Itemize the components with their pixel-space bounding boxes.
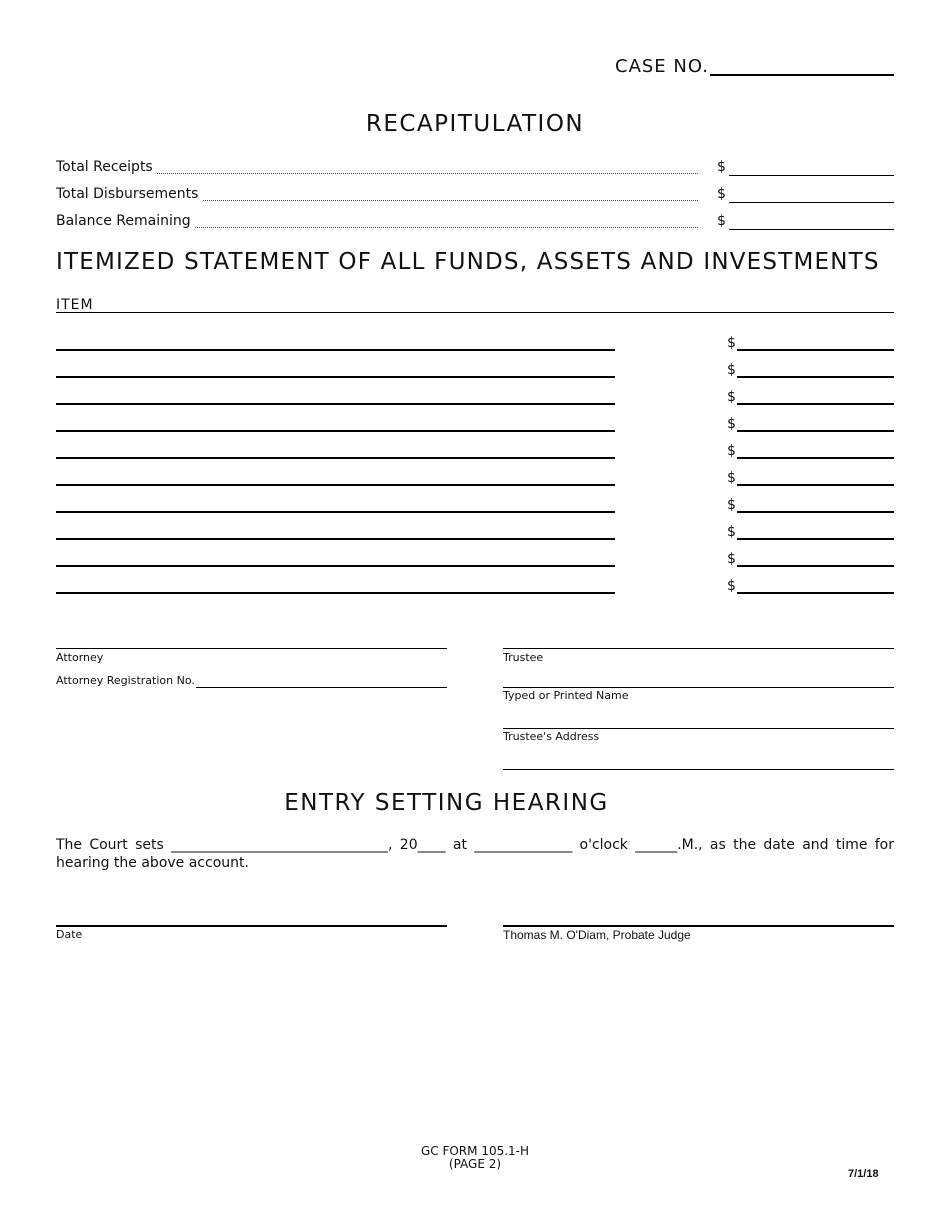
trustee-signature-field[interactable]: [503, 648, 894, 649]
item-row: [56, 486, 894, 513]
recap-row-balance-remaining: [56, 213, 894, 233]
trustee-address-line-1[interactable]: [503, 728, 894, 729]
case-no-label: CASE NO.: [615, 56, 710, 77]
total-receipts-amount-field[interactable]: [729, 175, 894, 176]
attorney-signature-field[interactable]: [56, 648, 447, 649]
trustee-address-label: Trustee's Address: [503, 730, 600, 743]
recap-label: Total Disbursements: [56, 186, 202, 202]
trustee-address-line-2[interactable]: [503, 769, 894, 770]
typed-name-label: Typed or Printed Name: [503, 689, 629, 702]
item-row: [56, 567, 894, 594]
typed-name-field[interactable]: [503, 687, 894, 688]
item-column-label: ITEM: [56, 297, 94, 313]
dollar-sign: $: [717, 159, 726, 175]
attorney-registration-field[interactable]: [196, 687, 447, 688]
recap-row-total-disbursements: [56, 186, 894, 206]
revision-date: 7/1/18: [848, 1168, 879, 1180]
attorney-registration-label: Attorney Registration No.: [56, 674, 195, 687]
item-row: [56, 513, 894, 540]
recap-label: Total Receipts: [56, 159, 157, 175]
dollar-sign: $: [727, 524, 736, 540]
dollar-sign: $: [727, 470, 736, 486]
dollar-sign: $: [727, 389, 736, 405]
entry-hearing-text: The Court sets _______________________________, 20____ at ______________ o'clock ______.M., as the date and time for hearing the above account.: [56, 837, 894, 871]
dollar-sign: $: [717, 186, 726, 202]
item-row: [56, 540, 894, 567]
item-header-rule: [56, 312, 894, 313]
page-indicator: (PAGE 2): [448, 1157, 502, 1171]
item-row: [56, 432, 894, 459]
recapitulation-title: RECAPITULATION: [365, 111, 585, 137]
dollar-sign: $: [717, 213, 726, 229]
attorney-label: Attorney: [56, 651, 104, 664]
item-row: [56, 351, 894, 378]
recap-label: Balance Remaining: [56, 213, 195, 229]
dollar-sign: $: [727, 443, 736, 459]
form-footer: [0, 1145, 950, 1171]
date-label: Date: [56, 928, 83, 941]
item-amount-field[interactable]: [737, 592, 894, 594]
judge-label: Thomas M. O'Diam, Probate Judge: [503, 928, 691, 942]
date-signature-field[interactable]: [56, 925, 447, 927]
item-description-field[interactable]: [56, 592, 615, 594]
trustee-label: Trustee: [503, 651, 544, 664]
case-no-field[interactable]: [710, 74, 894, 76]
itemized-statement-title: ITEMIZED STATEMENT OF ALL FUNDS, ASSETS AND INVESTMENTS: [56, 249, 880, 275]
entry-setting-hearing-title: ENTRY SETTING HEARING: [284, 790, 609, 816]
item-row: [56, 378, 894, 405]
dollar-sign: $: [727, 362, 736, 378]
item-row: [56, 405, 894, 432]
dollar-sign: $: [727, 497, 736, 513]
total-disbursements-amount-field[interactable]: [729, 202, 894, 203]
judge-signature-field[interactable]: [503, 925, 894, 927]
dollar-sign: $: [727, 578, 736, 594]
dollar-sign: $: [727, 335, 736, 351]
dollar-sign: $: [727, 416, 736, 432]
recap-row-total-receipts: [56, 159, 894, 179]
dollar-sign: $: [727, 551, 736, 567]
item-row: [56, 324, 894, 351]
balance-remaining-amount-field[interactable]: [729, 229, 894, 230]
item-row: [56, 459, 894, 486]
form-number: GC FORM 105.1-H: [420, 1144, 530, 1158]
